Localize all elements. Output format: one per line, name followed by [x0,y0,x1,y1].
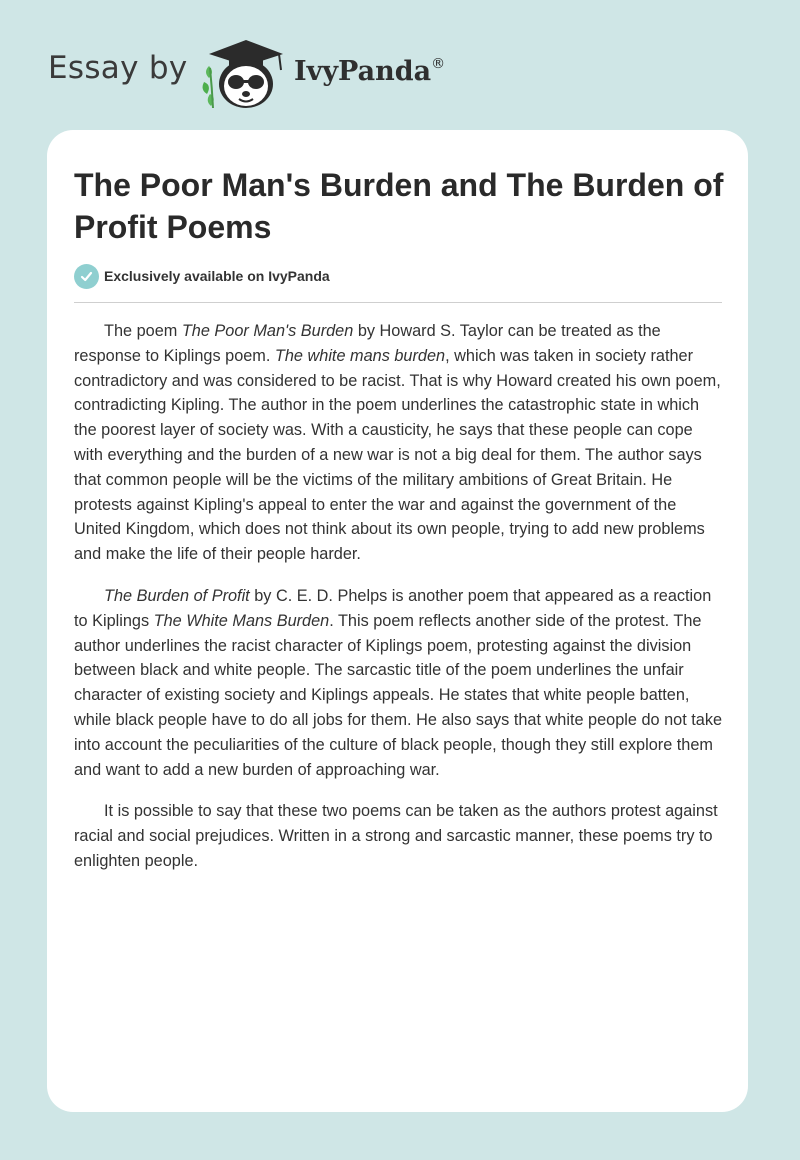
text-run: , which was taken in society rather contradictory and was considered to be racist. That is why Howard created his own poem, contradicting Kipling. The author in the poem underlines the catastrophic state in which the poorest layer of society was. With a causticity, he says that these people can cope with everything and the burden of a new war is not a big deal for them. The author says that common people will be the victims of the military ambitions of Great Britain. He protests against Kipling's appeal to enter the war and against the government of the United Kingdom, which does not think about its own people, trying to add new problems and make the life of their people harder. [74,346,721,564]
exclusive-badge [74,263,330,289]
poem-title: The white mans burden [274,346,446,365]
essay-by-label: Essay by [48,50,188,86]
text-run: The poem [104,322,182,340]
paragraph-1 [74,319,724,567]
poem-title: The White Mans Burden [153,611,330,630]
exclusive-badge-label: Exclusively available on IvyPanda [104,268,330,284]
paragraph-2 [74,584,724,782]
poem-title: The Burden of Profit [104,586,250,605]
text-run: by Howard S. Taylor can be treated as the response to Kiplings poem. [74,322,661,365]
panda-graduate-logo-icon[interactable] [201,36,291,112]
text-run: . This poem reflects another side of the protest. The author underlines the racist character of Kiplings poem, protesting against the division between black and white people. The sarcastic title of the poem underlines the unfair character of existing society and Kiplings appeals. He states that white people batten, while black people have to do all jobs for them. He also says that white people do not take into account the peculiarities of the culture of black people, though they still explore them and want to add a new burden of approaching war. [74,611,723,779]
paragraph-3: It is possible to say that these two poems can be taken as the authors protest against racial and social prejudices. Written in a strong and sarcastic manner, these poems try to enlighten people. [74,802,718,870]
essay-card [47,130,748,1112]
poem-title: The Poor Man's Burden [181,322,354,340]
page-title: The Poor Man's Burden and The Burden of Profit Poems [74,167,724,245]
brand-name-text: IvyPanda [294,56,432,87]
registered-mark: ® [431,56,446,72]
site-header [48,36,748,116]
check-icon [74,264,99,289]
brand-name[interactable] [294,56,445,87]
text-run: by C. E. D. Phelps is another poem that appeared as a reaction to Kiplings [74,586,712,630]
divider [74,302,722,303]
essay-body [74,319,724,891]
